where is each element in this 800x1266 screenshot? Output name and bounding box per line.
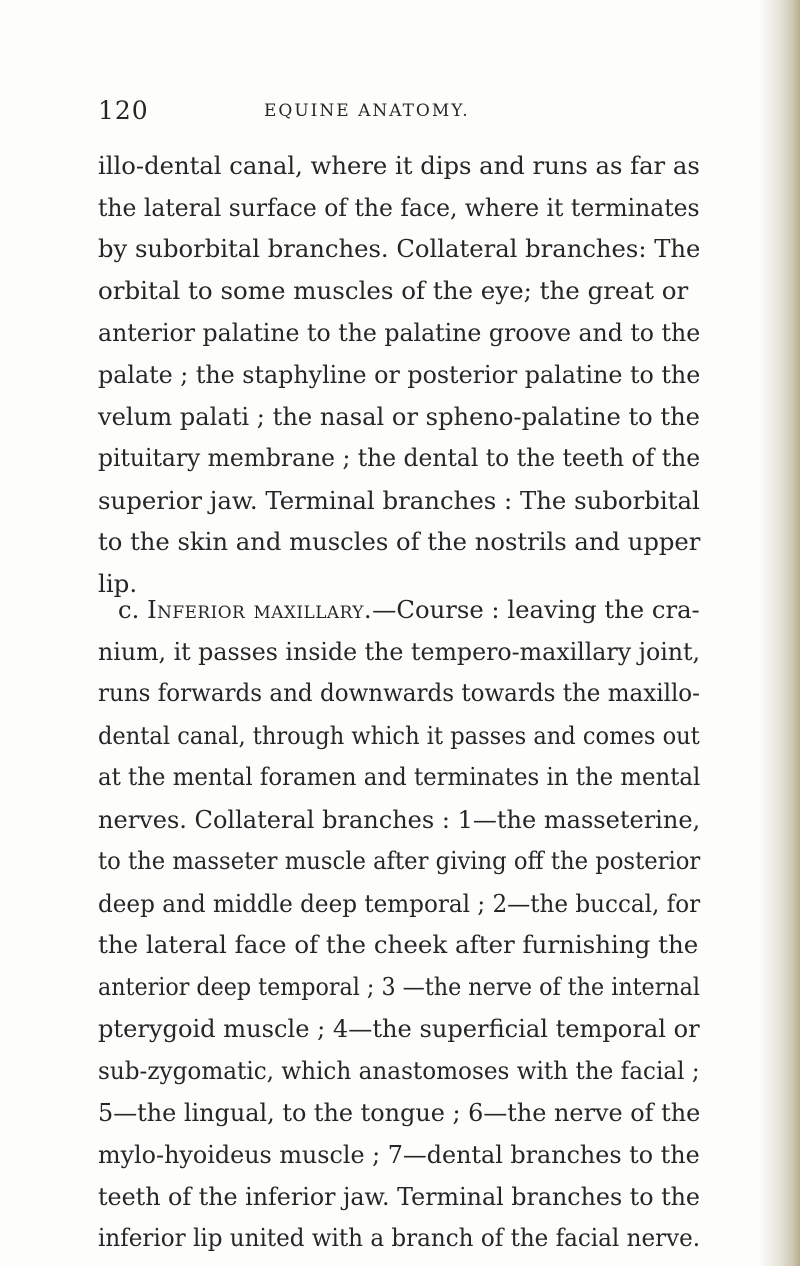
text-line: pterygoid muscle ; 4—the superficial temporal or: [98, 1013, 700, 1043]
running-title: EQUINE ANATOMY.: [264, 101, 470, 121]
text-line: dental canal, through which it passes and comes out: [98, 720, 700, 750]
text-line: nerves. Collateral branches : 1—the masseterine,: [98, 804, 701, 834]
text-line: to the masseter muscle after giving off the posterior: [98, 846, 701, 876]
section-first-line-text: —Course : leaving the cra-: [372, 594, 700, 624]
text-line: anterior deep temporal ; 3 —the nerve of the internal: [98, 972, 700, 1002]
text-line: runs forwards and downwards towards the maxillo-: [98, 678, 700, 708]
text-line: teeth of the inferior jaw. Terminal branches to the: [98, 1181, 700, 1211]
text-line: the lateral face of the cheek after furnishing the: [98, 929, 699, 959]
text-line: lip.: [98, 569, 138, 599]
text-line: by suborbital branches. Collateral branches: The: [98, 233, 701, 263]
text-line: palate ; the staphyline or posterior palatine to the: [98, 360, 701, 390]
text-line: anterior palatine to the palatine groove and to the: [98, 317, 701, 347]
text-line: inferior lip united with a branch of the facial nerve.: [98, 1223, 701, 1252]
text-line: pituitary membrane ; the dental to the teeth of the: [98, 443, 701, 473]
text-line: velum palati ; the nasal or spheno-palatine to the: [98, 401, 700, 431]
section-first-line: [118, 594, 700, 626]
page-number: 120: [98, 96, 149, 125]
section-heading: Inferior maxillary.: [147, 594, 373, 624]
text-line: at the mental foramen and terminates in the mental: [98, 762, 701, 792]
text-line: to the skin and muscles of the nostrils and upper: [98, 527, 701, 556]
text-line: nium, it passes inside the tempero-maxillary joint,: [98, 636, 701, 666]
text-line: sub-zygomatic, which anastomoses with the facial ;: [98, 1056, 700, 1086]
text-line: 5—the lingual, to the tongue ; 6—the nerve of the: [98, 1097, 701, 1127]
text-line: superior jaw. Terminal branches : The suborbital: [98, 485, 700, 515]
text-line: the lateral surface of the face, where it terminates: [98, 192, 700, 222]
text-line: deep and middle deep temporal ; 2—the buccal, for: [98, 888, 701, 918]
text-line: mylo-hyoideus muscle ; 7—dental branches to the: [98, 1140, 700, 1170]
text-line: illo-dental canal, where it dips and runs as far as: [98, 151, 700, 180]
text-line: orbital to some muscles of the eye; the great or: [98, 276, 689, 306]
section-marker: c.: [118, 594, 140, 624]
